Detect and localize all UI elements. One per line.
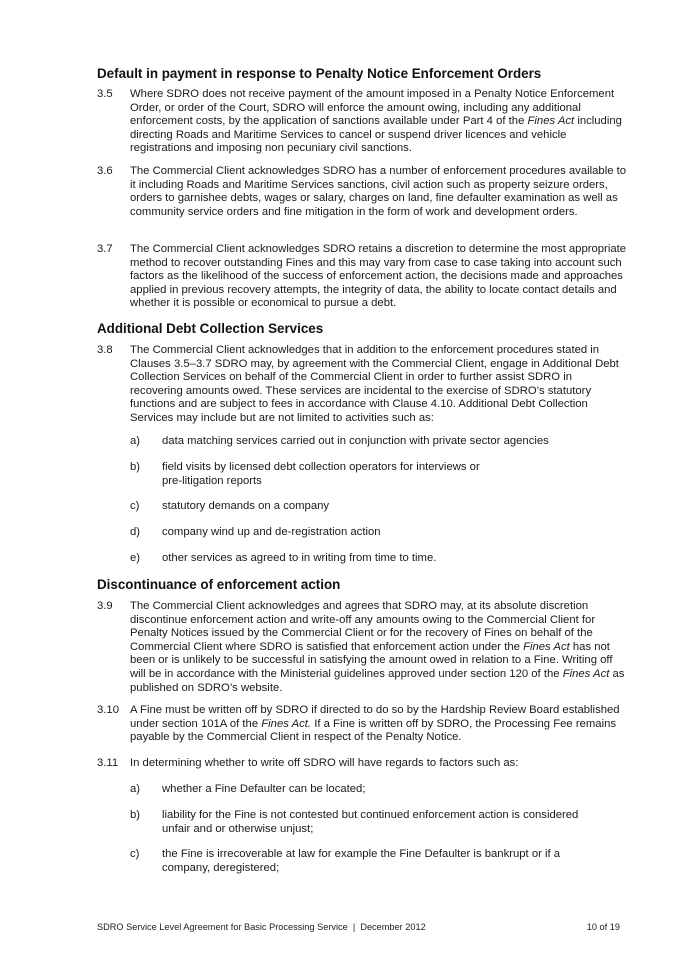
clause-text-part: The Commercial Client acknowledges and agrees that SDRO may, at its absolute discretion discontinue enforcement action and write-off any amounts owing to the Commercial Client for Penalty Notices issued by the Commercial Client or for the recovery of Fines on behalf of the Commercial Client where SDRO is satisfied that enforcement action under the (130, 600, 596, 653)
clause-text (130, 704, 627, 745)
list-item (130, 809, 590, 836)
clause-3-10 (97, 704, 627, 745)
clause-number: 3.10 (97, 704, 119, 716)
item-letter: c) (130, 848, 140, 860)
page-number: 10 of 19 (586, 922, 620, 932)
clause-3-11 (97, 757, 627, 771)
item-text: field visits by licensed debt collection operators for interviews or pre-litigation reports (162, 461, 480, 487)
item-text: the Fine is irrecoverable at law for example the Fine Defaulter is bankrupt or if a company, deregistered; (162, 848, 561, 874)
act-name: Fines Act (523, 640, 570, 653)
item-letter: b) (130, 809, 141, 821)
section-heading-default-payment: Default in payment in response to Penalty Notice Enforcement Orders (97, 66, 542, 81)
item-text: whether a Fine Defaulter can be located; (162, 783, 366, 795)
list-item (130, 500, 620, 514)
footer-title: SDRO Service Level Agreement for Basic Processing Service | December 2012 (97, 922, 426, 932)
clause-text-part: Where SDRO does not receive payment of the amount imposed in a Penalty Notice Enforcement Order, or order of the Court, SDRO will enforce the amount owing, including any additional enforcement costs, by the application of sanctions available under Part 4 of the (130, 88, 615, 128)
item-text: data matching services carried out in conjunction with private sector agencies (162, 435, 549, 447)
clause-3-6 (97, 165, 627, 219)
list-item (130, 552, 620, 566)
item-letter: c) (130, 500, 140, 512)
item-letter: a) (130, 435, 141, 447)
clause-text-part: including directing Roads and Maritime Services to cancel or suspend driver licences and vehicle registrations and imposing non pecuniary civil sanctions. (130, 115, 622, 155)
item-text: company wind up and de-registration action (162, 526, 381, 538)
page-footer (97, 922, 620, 932)
clause-number: 3.11 (97, 757, 119, 769)
item-letter: a) (130, 783, 141, 795)
clause-number: 3.6 (97, 165, 113, 177)
list-item (130, 461, 500, 488)
act-name: Fines Act. (261, 717, 312, 730)
act-name: Fines Act (527, 115, 575, 128)
item-text: statutory demands on a company (162, 500, 330, 512)
item-text: other services as agreed to in writing from time to time. (162, 552, 437, 564)
clause-text-part: A Fine must be written off by SDRO if directed to do so by the Hardship Review Board established under section 101A of the (130, 704, 620, 730)
clause-text (130, 88, 627, 156)
clause-3-5 (97, 88, 627, 156)
section-heading-discontinuance: Discontinuance of enforcement action (97, 577, 341, 592)
act-name: Fines Act (562, 667, 610, 680)
clause-text (130, 600, 627, 695)
clause-3-9 (97, 600, 627, 695)
section-heading-additional-services: Additional Debt Collection Services (97, 321, 324, 336)
item-letter: d) (130, 526, 141, 538)
clause-number: 3.9 (97, 600, 113, 612)
clause-number: 3.5 (97, 88, 113, 100)
clause-text: The Commercial Client acknowledges that in addition to the enforcement procedures stated in Clauses 3.5–3.7 SDRO may, by agreement with the Commercial Client, engage in Additional Debt Collection Services on behalf of the Commercial Client in order to further assist SDRO in recovering amounts owed. These services are incidental to the exercise of SDRO’s statutory functions and are subject to fees in accordance with Clause 4.10. Additional Debt Collection Services may include but are not limited to activities such as: (130, 344, 619, 424)
clause-3-7 (97, 243, 627, 311)
clause-text-part: If a Fine is written off by SDRO, the Processing Fee remains payable by the Commercial Client in respect of the Penalty Notice. (130, 717, 617, 744)
item-letter: e) (130, 552, 141, 564)
item-text: liability for the Fine is not contested but continued enforcement action is considered unfair and or otherwise unjust; (162, 809, 579, 835)
list-item (130, 783, 620, 797)
clause-number: 3.7 (97, 243, 113, 255)
item-letter: b) (130, 461, 141, 473)
clause-number: 3.8 (97, 344, 113, 356)
clause-3-8 (97, 344, 627, 426)
list-item (130, 848, 570, 875)
list-item (130, 526, 620, 540)
clause-text-part: as published on SDRO’s website. (130, 667, 625, 694)
clause-text: In determining whether to write off SDRO will have regards to factors such as: (130, 757, 519, 769)
list-item (130, 435, 620, 449)
clause-text: The Commercial Client acknowledges SDRO has a number of enforcement procedures available to it including Roads and Maritime Services sanctions, civil action such as property seizure orders, orders to garnishee debts, wages or salary, charges on land, fine defaulter examination as well as community service orders and fine mitigation in the form of work and development orders. (130, 165, 627, 218)
clause-text-part: has not been or is unlikely to be successful in satisfying the amount owed in relation to a Fine. Writing off will be in accordance with the Ministerial guidelines approved under section 120 of the (130, 640, 613, 680)
clause-text: The Commercial Client acknowledges SDRO retains a discretion to determine the most appropriate method to recover outstanding Fines and this may vary from case to case taking into account such factors as the likelihood of the success of enforcement action, the decisions made and approaches applied in previous recovery attempts, the integrity of data, the ability to locate contact details and whether it is possible or economical to pursue a debt. (130, 243, 627, 310)
